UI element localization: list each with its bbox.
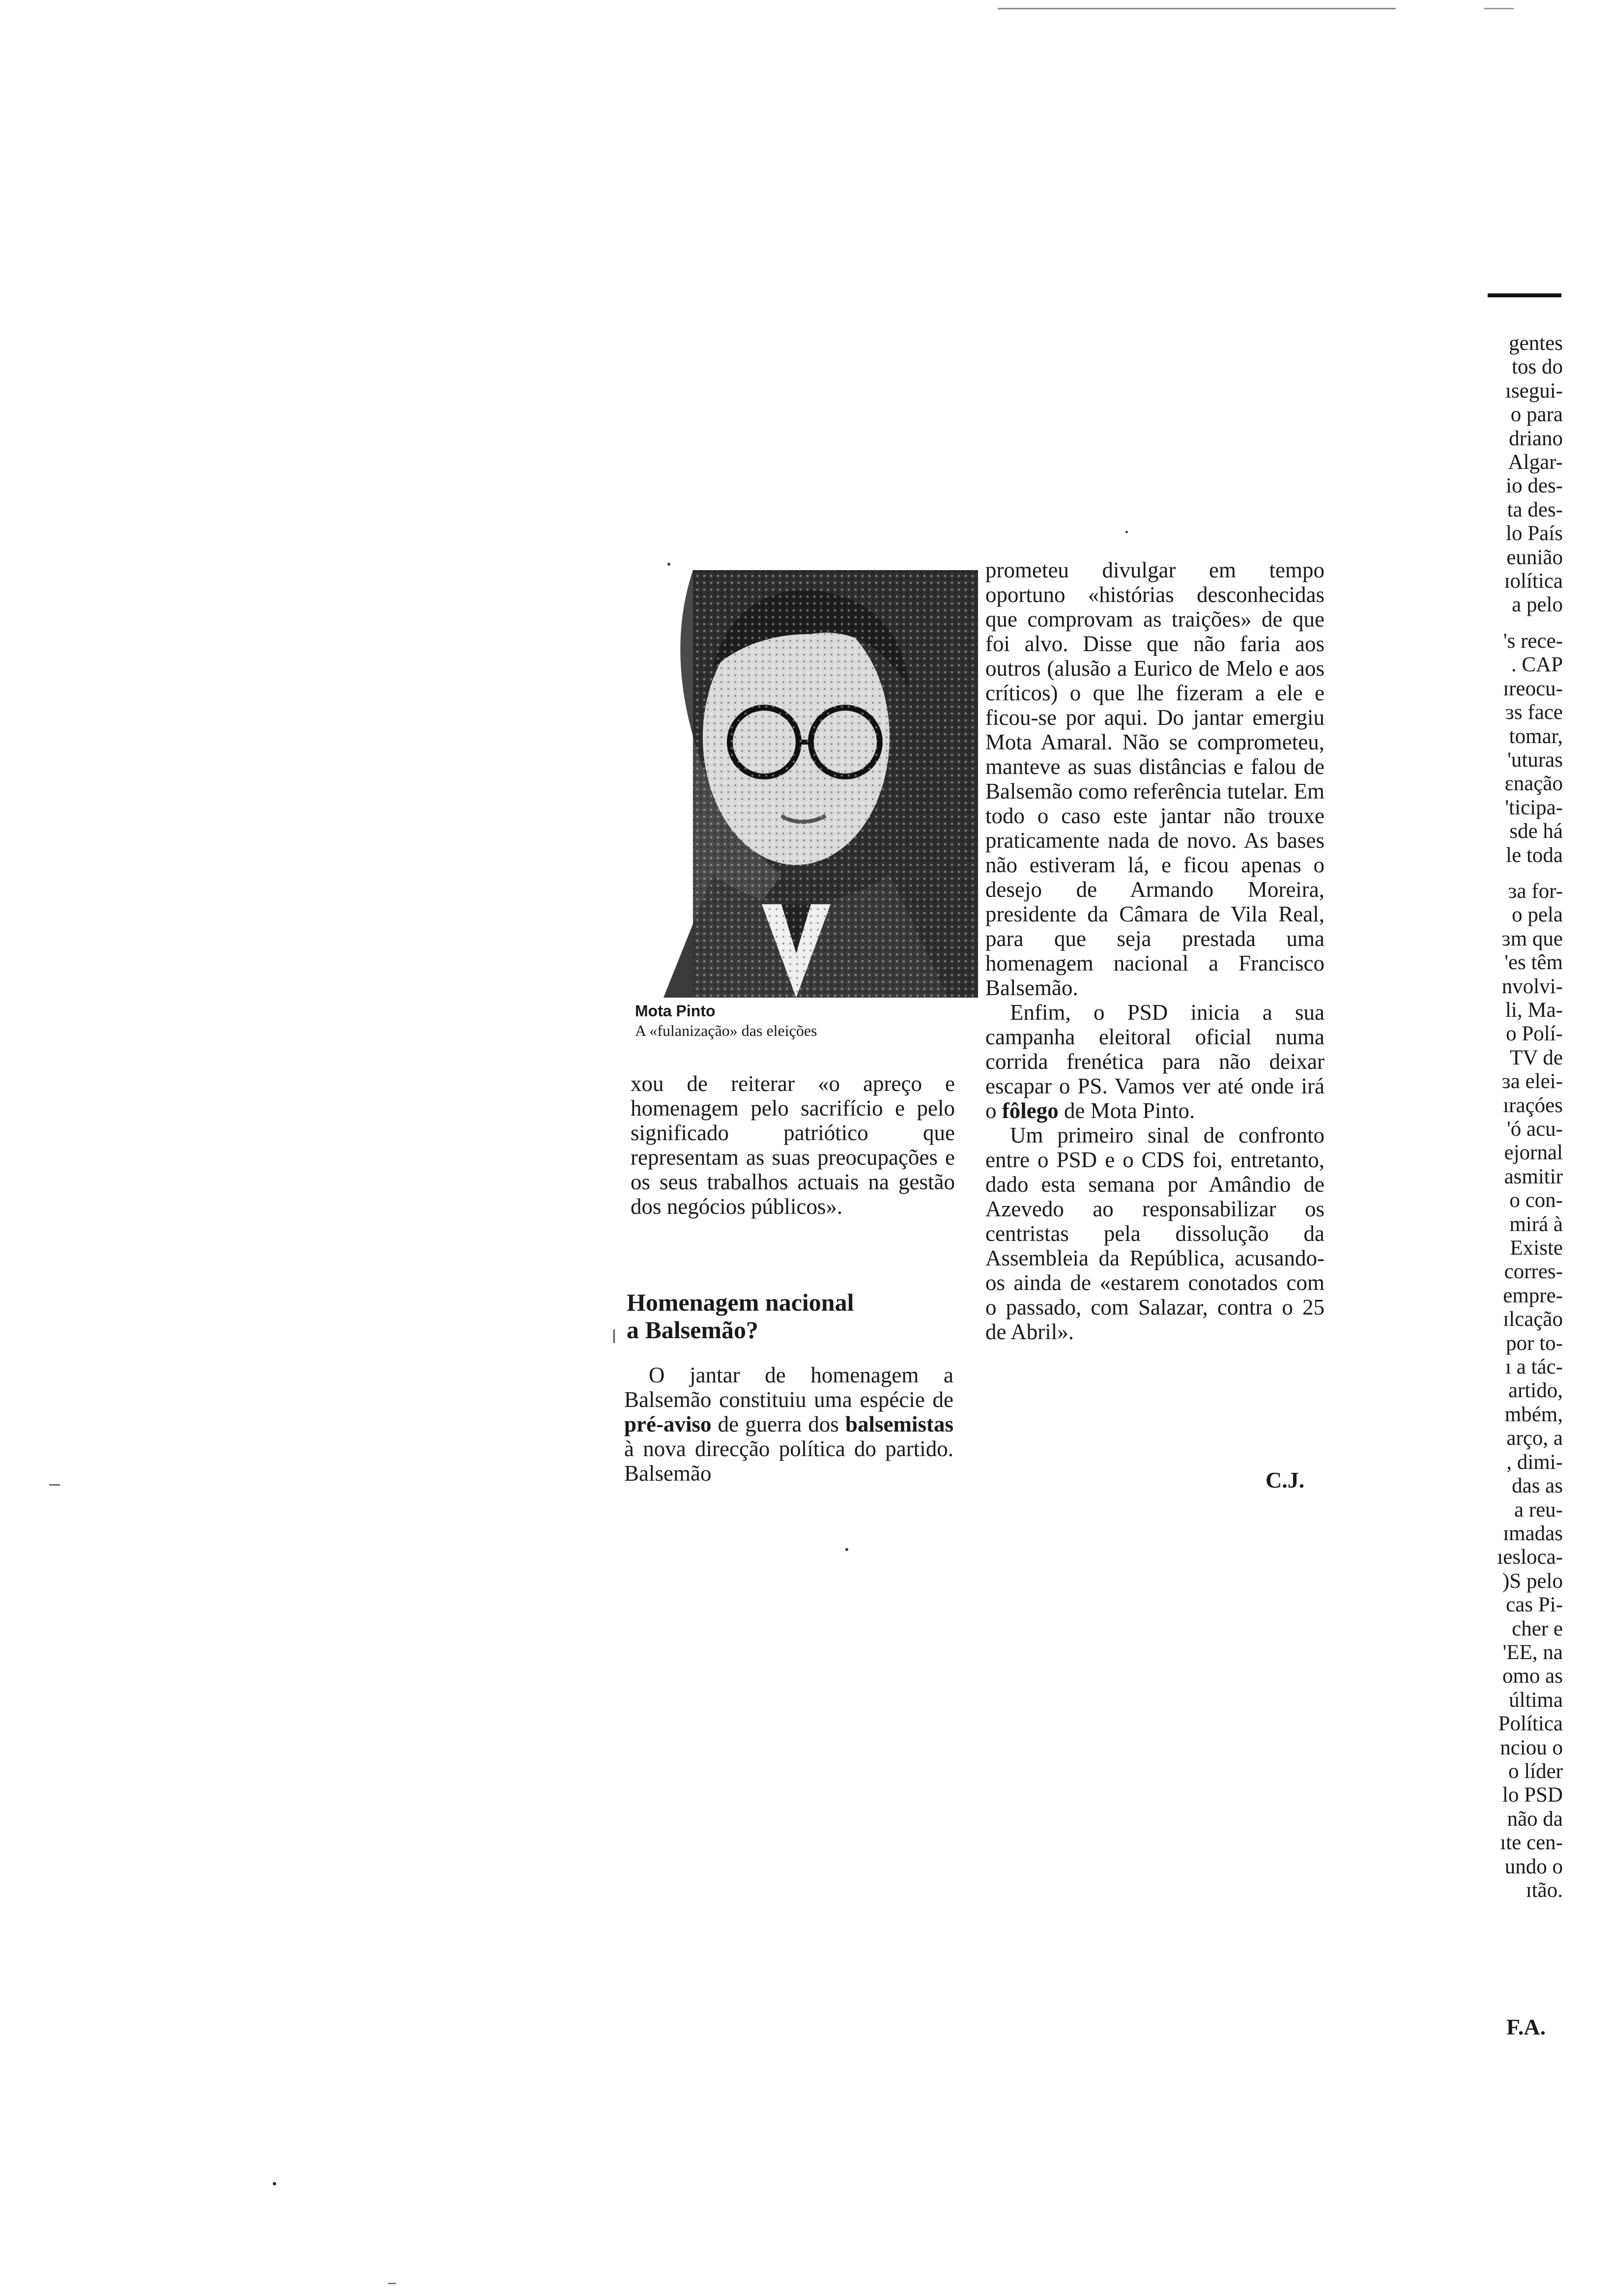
- right-fragment-line: não da: [1507, 1807, 1563, 1831]
- right-column-fragments: [1467, 332, 1563, 1902]
- right-fragment-line: driano: [1509, 427, 1563, 450]
- right-fragment-line: 'ticipa-: [1505, 796, 1563, 819]
- scan-mark: [49, 1484, 60, 1486]
- bold-run: balsemistas: [845, 1412, 953, 1436]
- scan-speck: [845, 1548, 848, 1551]
- right-fragment-line: Algar-: [1508, 451, 1563, 474]
- right-fragment-line: empre-: [1503, 1284, 1563, 1307]
- paragraph: xou de reiterar «o apreço e homenagem pelo sacrifício e pelo significado patriótico que representam as suas preocupações e os seus trabalhos actuais na gestão dos negócios públicos».: [631, 1071, 955, 1219]
- right-fragment-line: ıraçóes: [1503, 1093, 1563, 1117]
- right-fragment-line: ɪlcação: [1503, 1308, 1563, 1331]
- text-run: O jantar de homenagem a Balsemão constituiu uma espécie de: [624, 1363, 953, 1412]
- caption-name: Mota Pinto: [635, 1002, 716, 1020]
- signature-cj: C.J.: [1266, 1467, 1305, 1492]
- signature-fa: F.A.: [1506, 2014, 1546, 2039]
- paragraph: [624, 1363, 953, 1486]
- block-gap: [1467, 617, 1563, 630]
- scan-speck: [273, 2182, 276, 2185]
- left-column-text: [631, 1071, 955, 1219]
- right-fragment-line: lo PSD: [1502, 1783, 1563, 1807]
- paragraph: Um primeiro sinal de confronto entre o PSD e o CDS foi, entretanto, dado esta semana por Amândio de Azevedo ao responsabilizar os centristas pela dissolução da Assembleia da República, acusando-os ainda de «estarem conotados com o passado, com Salazar, contra o 25 de Abril».: [985, 1123, 1324, 1344]
- right-fragment-line: asmitir: [1504, 1165, 1563, 1188]
- scan-mark: [388, 2283, 396, 2284]
- right-fragment-line: por to-: [1506, 1331, 1563, 1355]
- left-column-lower-text: [624, 1363, 953, 1486]
- right-fragment-line: lo País: [1506, 522, 1563, 545]
- right-fragment-line: arço, a: [1506, 1427, 1563, 1450]
- right-fragment-line: ı a tác-: [1505, 1355, 1563, 1379]
- headline-line-1: Homenagem nacional: [627, 1289, 854, 1316]
- top-edge-mark-small: [1484, 8, 1514, 9]
- right-fragment-line: ɪreocu-: [1503, 677, 1563, 700]
- right-fragment-line: cher e: [1512, 1617, 1563, 1640]
- right-fragment-line: última: [1509, 1688, 1563, 1712]
- caption-text: A «fulanização» das eleições: [635, 1022, 817, 1039]
- right-fragment-line: tos do: [1512, 355, 1563, 379]
- top-edge-mark: [998, 8, 1396, 9]
- paragraph: [985, 1000, 1324, 1123]
- right-fragment-line: ısegui-: [1505, 379, 1563, 402]
- right-fragment-line: io des-: [1506, 474, 1563, 498]
- right-fragment-line: o líder: [1508, 1759, 1563, 1783]
- right-fragment-line: ıesloca-: [1497, 1546, 1563, 1569]
- right-fragment-line: nvolvi-: [1501, 975, 1563, 998]
- text-run: de guerra dos: [711, 1412, 845, 1436]
- section-headline: [627, 1289, 931, 1344]
- right-fragment-line: 'uturas: [1507, 748, 1563, 772]
- scan-speck: [667, 563, 670, 566]
- bold-run: pré-aviso: [624, 1412, 712, 1436]
- middle-column-text: [985, 558, 1324, 1344]
- right-fragment-line: undo o: [1504, 1855, 1563, 1878]
- right-fragment-line: li, Ma-: [1505, 998, 1563, 1022]
- right-fragment-line: mirá à: [1509, 1212, 1563, 1236]
- right-fragment-line: a pelo: [1512, 593, 1563, 617]
- right-fragment-line: , dimi-: [1506, 1450, 1563, 1474]
- right-fragment-line: ɜa for-: [1508, 879, 1563, 903]
- right-fragment-line: gentes: [1509, 332, 1563, 355]
- headline-line-2: a Balsemão?: [627, 1316, 759, 1344]
- right-fragment-line: ɜm que: [1501, 927, 1563, 950]
- right-fragment-line: corres-: [1504, 1260, 1563, 1284]
- right-fragment-line: ɪtão.: [1526, 1879, 1563, 1902]
- scan-mark: [613, 1329, 615, 1343]
- right-fragment-line: cas Pi-: [1506, 1593, 1563, 1617]
- right-fragment-line: eunião: [1506, 545, 1563, 569]
- paragraph: prometeu divulgar em tempo oportuno «histórias desconhecidas que comprovam as traições» de que foi alvo. Disse que não faria aos outros (alusão a Eurico de Melo e aos críticos) o que lhe fizeram a ele e ficou-se por aqui. Do jantar emergiu Mota Amaral. Não se comprometeu, manteve as suas distâncias e falou de Balsemão como referência tutelar. Em todo o caso este jantar não trouxe praticamente nada de novo. As bases não estiveram lá, e ficou apenas o desejo de Armando Moreira, presidente da Câmara de Vila Real, para que seja prestada uma homenagem nacional a Francisco Balsemão.: [985, 558, 1324, 1000]
- right-fragment-line: Existe: [1510, 1236, 1563, 1260]
- right-fragment-line: . CAP: [1511, 653, 1563, 677]
- right-fragment-line: mbém,: [1504, 1403, 1563, 1426]
- right-fragment-line: o con-: [1509, 1189, 1563, 1212]
- block-gap: [1467, 867, 1563, 880]
- text-run: de Mota Pinto.: [1058, 1098, 1195, 1123]
- right-fragment-line: ıte cen-: [1500, 1831, 1563, 1855]
- scan-speck: [1125, 531, 1128, 533]
- right-fragment-line: tomar,: [1509, 724, 1563, 748]
- right-fragment-line: artido,: [1508, 1379, 1563, 1403]
- right-fragment-line: 's rece-: [1503, 629, 1563, 653]
- right-fragment-line: ta des-: [1507, 498, 1563, 521]
- right-fragment-line: 'es têm: [1504, 951, 1563, 975]
- text-run: Enfim, o PSD inicia a sua campanha eleitoral oficial numa corrida frenética para não deixar escapar o PS. Vamos ver até onde irá o: [985, 1000, 1324, 1123]
- right-fragment-line: sde há: [1509, 820, 1563, 843]
- right-fragment-line: ɜs face: [1505, 701, 1563, 724]
- right-fragment-line: ejornal: [1504, 1141, 1563, 1165]
- right-fragment-line: o Polí-: [1506, 1022, 1563, 1046]
- right-fragment-line: ɪmadas: [1503, 1521, 1563, 1545]
- right-fragment-line: omo as: [1502, 1665, 1563, 1688]
- right-fragment-line: 'EE, na: [1502, 1640, 1563, 1664]
- right-fragment-line: ɛnação: [1504, 772, 1563, 796]
- right-fragment-line: das as: [1512, 1474, 1563, 1498]
- photo: [634, 560, 978, 998]
- bold-run: fôlego: [1002, 1098, 1059, 1123]
- photo-caption: [635, 1001, 930, 1040]
- portrait-photo-icon: [634, 560, 978, 998]
- right-fragment-line: ɜa elei-: [1501, 1070, 1563, 1093]
- right-fragment-line: o para: [1510, 403, 1563, 427]
- right-fragment-line: a reu-: [1514, 1498, 1563, 1521]
- column-rule: [1488, 293, 1561, 297]
- right-fragment-line: o pela: [1512, 903, 1563, 927]
- text-run: à nova direcção política do partido. Balsemão: [624, 1436, 953, 1486]
- right-fragment-line: Política: [1498, 1712, 1563, 1736]
- right-fragment-line: 'ó acu-: [1507, 1118, 1563, 1141]
- right-fragment-line: TV de: [1510, 1046, 1563, 1069]
- right-fragment-line: le toda: [1506, 843, 1563, 867]
- right-fragment-line: nciou o: [1500, 1736, 1563, 1759]
- right-fragment-line: )S pelo: [1502, 1569, 1563, 1593]
- right-fragment-line: ɪolítica: [1504, 570, 1563, 593]
